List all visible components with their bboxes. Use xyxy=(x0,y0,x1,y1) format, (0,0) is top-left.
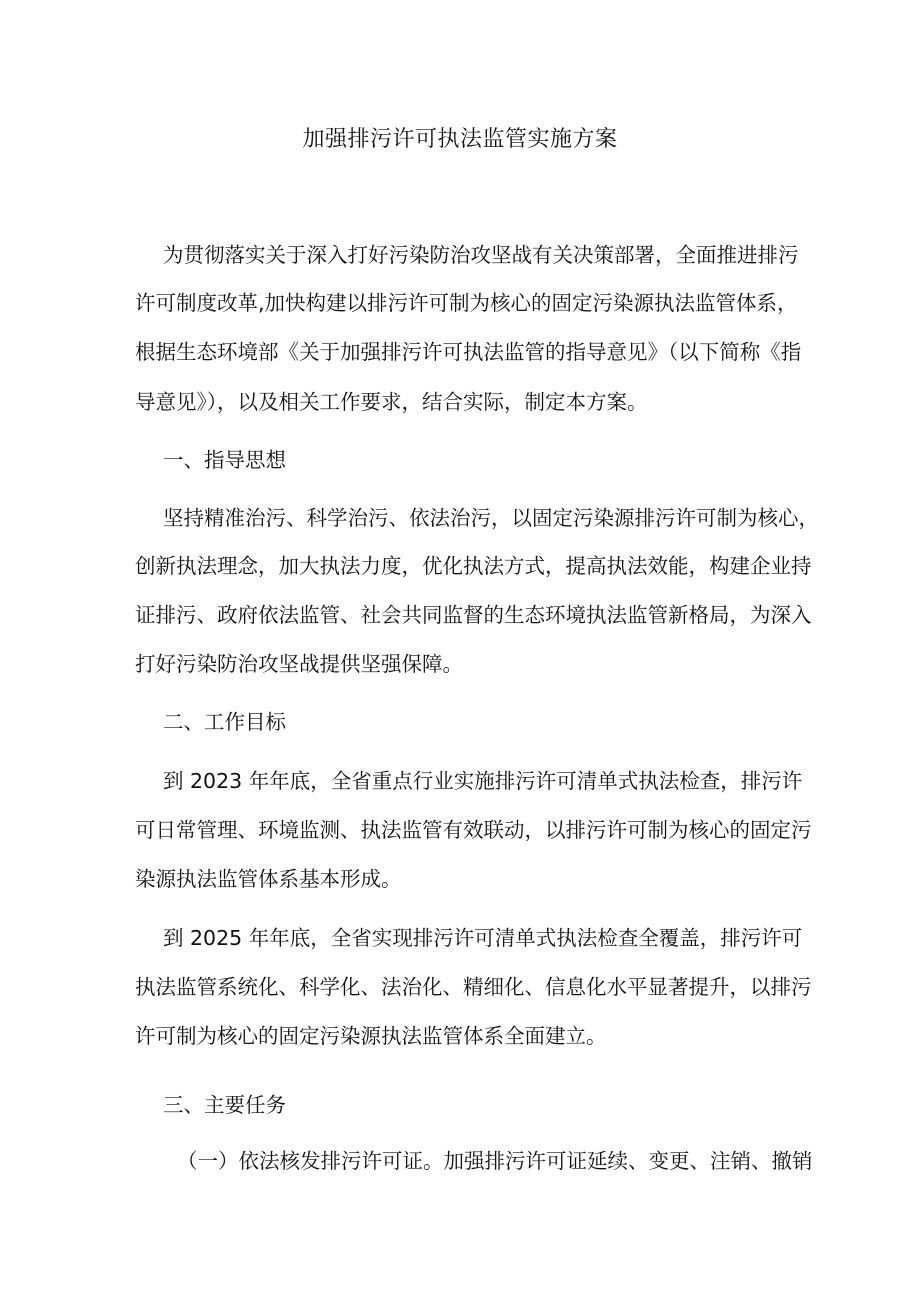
section1-line-4: 打好污染防治攻坚战提供坚强保障。 xyxy=(135,652,463,676)
section-heading-work-goals: 二、工作目标 xyxy=(163,710,286,734)
section1-line-3: 证排污、政府依法监管、社会共同监督的生态环境执法监管新格局，为深入 xyxy=(135,603,812,627)
goal1-line-1: 到 2023 年年底，全省重点行业实施排污许可清单式执法检查，排污许 xyxy=(163,769,803,793)
task1-line-1: （一）依法核发排污许可证。加强排污许可证延续、变更、注销、撤销 xyxy=(177,1149,813,1173)
section1-line-2: 创新执法理念，加大执法力度，优化执法方式，提高执法效能，构建企业持 xyxy=(135,554,812,578)
section-heading-guiding-ideology: 一、指导思想 xyxy=(163,448,286,472)
intro-line-3: 根据生态环境部《关于加强排污许可执法监管的指导意见》（以下简称《指 xyxy=(135,340,802,364)
intro-line-2: 许可制度改革,加快构建以排污许可制为核心的固定污染源执法监管体系， xyxy=(135,291,798,315)
goal1-line-2: 可日常管理、环境监测、执法监管有效联动，以排污许可制为核心的固定污 xyxy=(135,818,812,842)
intro-line-1: 为贯彻落实关于深入打好污染防治攻坚战有关决策部署，全面推进排污 xyxy=(163,243,799,267)
document-title: 加强排污许可执法监管实施方案 xyxy=(302,127,618,152)
intro-line-4: 导意见》），以及相关工作要求，结合实际，制定本方案。 xyxy=(135,390,648,414)
goal2-line-1: 到 2025 年年底，全省实现排污许可清单式执法检查全覆盖，排污许可 xyxy=(163,926,803,950)
goal2-line-3: 许可制为核心的固定污染源执法监管体系全面建立。 xyxy=(135,1024,607,1048)
goal1-line-3: 染源执法监管体系基本形成。 xyxy=(135,867,402,891)
section-heading-main-tasks: 三、主要任务 xyxy=(163,1093,286,1117)
section1-line-1: 坚持精准治污、科学治污、依法治污，以固定污染源排污许可制为核心， xyxy=(163,506,819,530)
goal2-line-2: 执法监管系统化、科学化、法治化、精细化、信息化水平显著提升，以排污 xyxy=(135,975,812,999)
